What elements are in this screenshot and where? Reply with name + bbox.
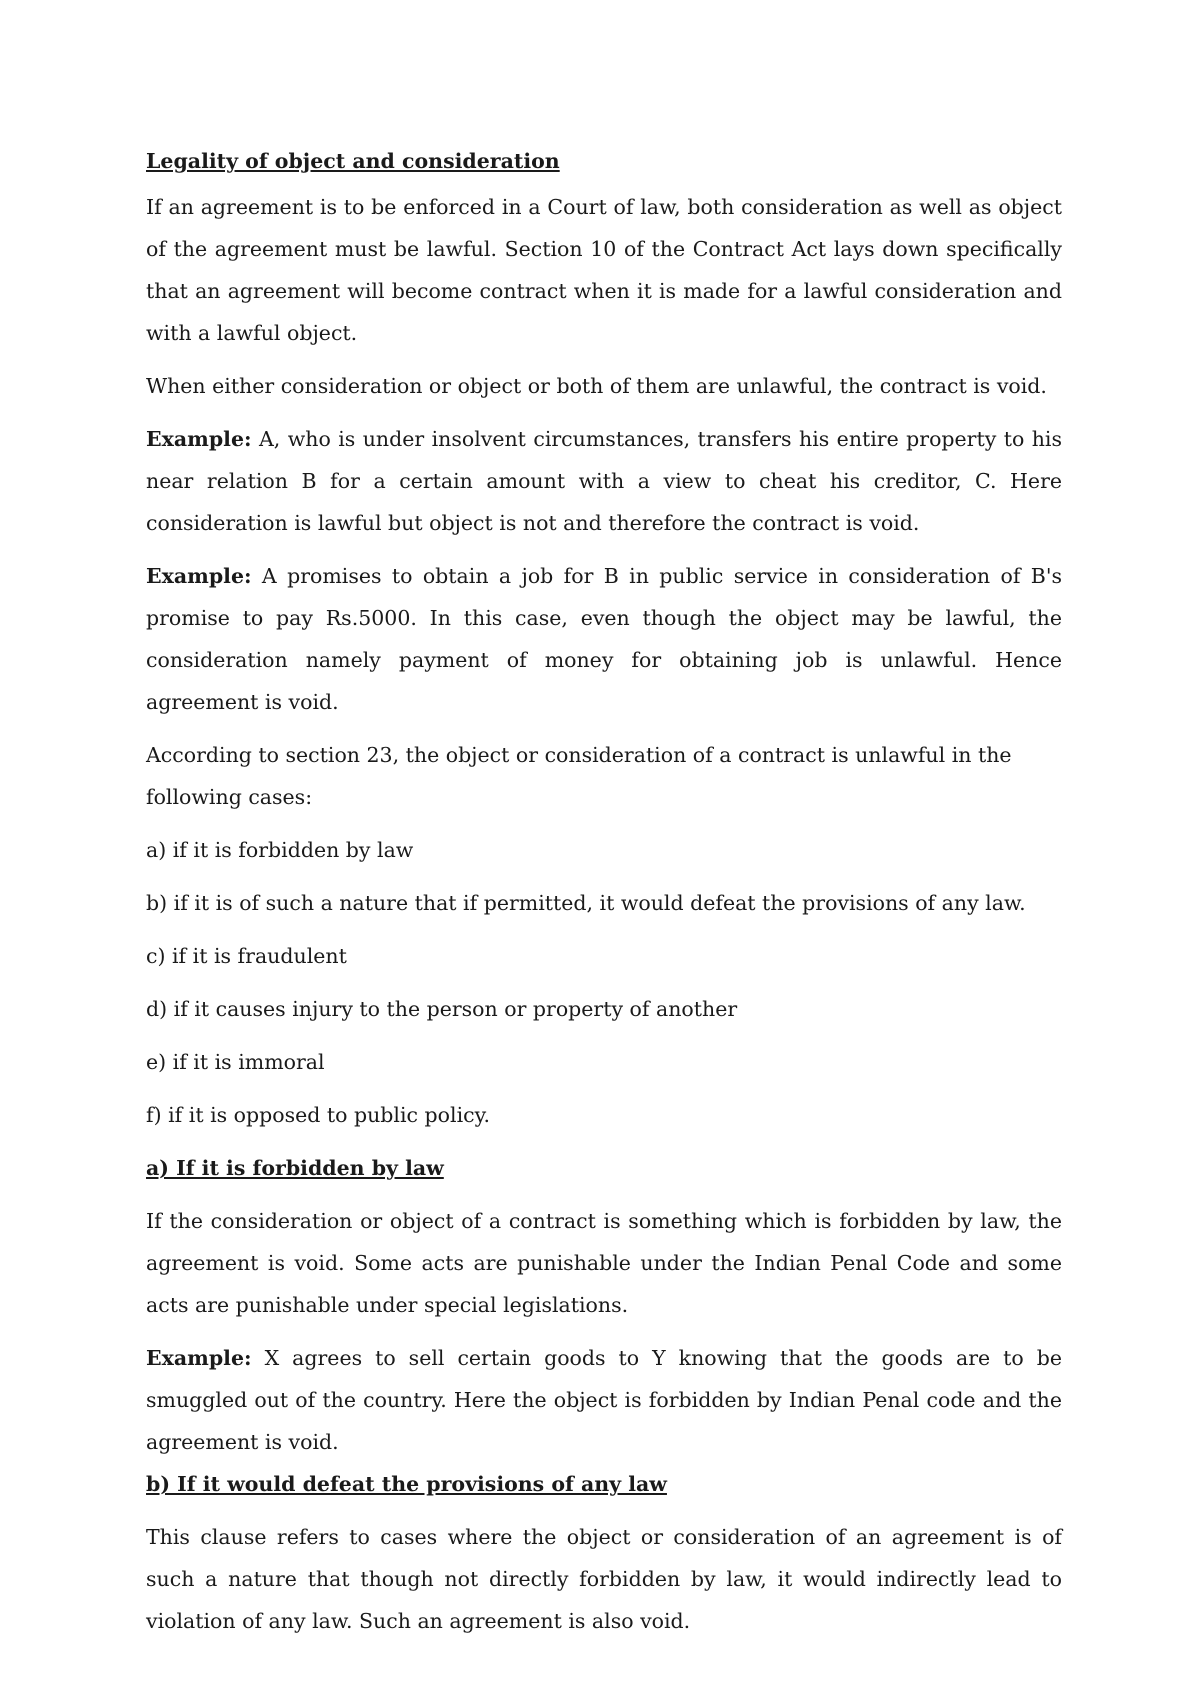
- document-title: Legality of object and consideration: [146, 149, 560, 173]
- list-item: b) if it is of such a nature that if permitted, it would defeat the provisions of any law.: [146, 891, 1026, 915]
- list-item: c) if it is fraudulent: [146, 944, 347, 968]
- example-label: Example:: [146, 427, 252, 451]
- heading-b: b) If it would defeat the provisions of any law: [146, 1472, 667, 1496]
- list-item: f) if it is opposed to public policy.: [146, 1103, 490, 1127]
- example-text-2: A promises to obtain a job for B in public service in consideration of B's promise to pay Rs.5000. In this case, even though the object may be lawful, the consideration namely payment of money for obtaining job is unlawful. Hence agreement is void.: [146, 564, 1062, 714]
- heading-a: a) If it is forbidden by law: [146, 1156, 444, 1180]
- section23-paragraph: According to section 23, the object or consideration of a contract is unlawful in the following cases:: [146, 743, 1012, 809]
- example-paragraph-2: [146, 555, 1062, 723]
- list-item: a) if it is forbidden by law: [146, 838, 414, 862]
- paragraph-b: This clause refers to cases where the object or consideration of an agreement is of such a nature that though not directly forbidden by law, it would indirectly lead to violation of any law. Such an agreement is also void.: [146, 1525, 1062, 1633]
- intro-paragraph: If an agreement is to be enforced in a Court of law, both consideration as well as object of the agreement must be lawful. Section 10 of the Contract Act lays down specifically that an agreement will become contract when it is made for a lawful consideration and with a lawful object.: [146, 195, 1062, 345]
- example-text-1: A, who is under insolvent circumstances, transfers his entire property to his near relation B for a certain amount with a view to cheat his creditor, C. Here consideration is lawful but object is not and therefore the contract is void.: [146, 427, 1062, 535]
- example-text-3: X agrees to sell certain goods to Y knowing that the goods are to be smuggled out of the country. Here the object is forbidden by Indian Penal code and the agreement is void.: [146, 1346, 1062, 1454]
- example-paragraph-3: [146, 1337, 1062, 1463]
- list-item: d) if it causes injury to the person or property of another: [146, 997, 738, 1021]
- list-item: e) if it is immoral: [146, 1050, 325, 1074]
- paragraph-a: If the consideration or object of a contract is something which is forbidden by law, the agreement is void. Some acts are punishable under the Indian Penal Code and some acts are punishable under special legislations.: [146, 1209, 1062, 1317]
- void-rule-paragraph: When either consideration or object or both of them are unlawful, the contract is void.: [146, 374, 1047, 398]
- document-page: [146, 140, 1062, 1653]
- example-label: Example:: [146, 1346, 252, 1370]
- example-paragraph-1: [146, 418, 1062, 544]
- example-label: Example:: [146, 564, 252, 588]
